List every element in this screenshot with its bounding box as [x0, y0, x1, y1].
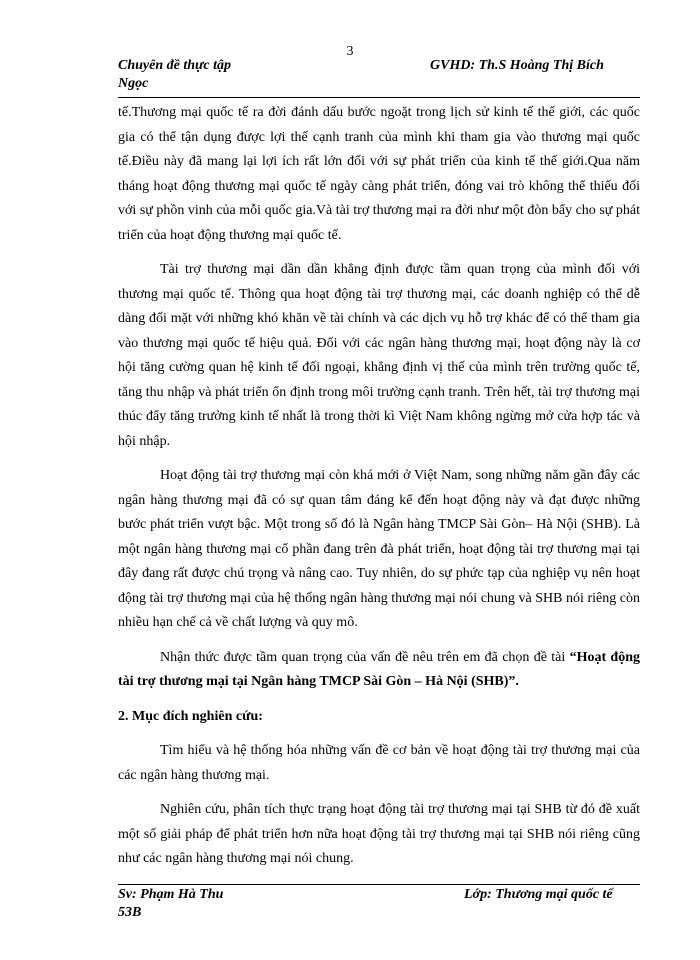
paragraph-vietnam-context: Hoạt động tài trợ thương mại còn khá mới ở Việt Nam, song những năm gần đây các ngân hàng thương mại đã có sự quan tâm đáng kể đến hoạt động này và đạt được những bước phát triển vượt bậc. Một trong số đó là Ngân hàng TMCP Sài Gòn– Hà Nội (SHB). Là một ngân hàng thương mại cổ phần đang trên đà phát triển, hoạt động tài trợ thương mại tại đây đang rất được chú trọng và nâng cao. Tuy nhiên, do sự phức tạp của nghiệp vụ nên hoạt động tài trợ thương mại của hệ thống ngân hàng thương mại nói chung và SHB nói riêng còn nhiều hạn chế cả về chất lượng và quy mô. [118, 468, 640, 630]
footer-class: Lớp: Thương mại quốc tế [464, 887, 613, 902]
paragraph-trade-finance-importance: Tài trợ thương mại dần dần khẳng định được tầm quan trọng của mình đối với thương mại quốc tế. Thông qua hoạt động tài trợ thương mại, các doanh nghiệp có thể dễ dàng đối mặt với những khó khăn về tài chính và các dịch vụ hỗ trợ khác để có thể tham gia vào thương mại quốc tế hiệu quả. Đối với các ngân hàng thương mại, hoạt động này là cơ hội tăng cường quan hệ kinh tế đối ngoại, khẳng định vị thế của mình trên trường quốc tế, tăng thu nhập và phát triển ổn định trong môi trường cạnh tranh. Trên hết, tài trợ thương mại thúc đẩy tăng trưởng kinh tế nhất là trong thời kì Việt Nam không ngừng mở cửa hợp tác và hội nhập. [118, 262, 640, 449]
header-divider [118, 97, 640, 98]
topic-intro-text: Nhận thức được tầm quan trọng của vấn đề nêu trên em đã chọn đề tài [160, 649, 570, 665]
page-number: 3 [346, 44, 354, 59]
paragraph-intro-continuation: tế.Thương mại quốc tế ra đời đánh dấu bước ngoặt trong lịch sử kinh tế thế giới, các quốc gia có thể tận dụng được lợi thế cạnh tranh của mình khi tham gia vào thương mại quốc tế.Điều này đã mang lại lợi ích rất lớn đối với sự phát triển của kinh tế thế giới.Qua năm tháng hoạt động thương mại quốc tế ngày càng phát triển, đóng vai trò không thể thiếu đối với sự phồn vinh của mỗi quốc gia.Và tài trợ thương mại ra đời như một đòn bẩy cho sự phát triển của hoạt động thương mại quốc tế. [118, 105, 640, 243]
header-document-type: Chuyên đề thực tập [118, 58, 232, 73]
document-body [118, 101, 640, 882]
topic-title: “Hoạt động tài trợ thương mại tại Ngân hàng TMCP Sài Gòn – Hà Nội (SHB)”. [118, 649, 640, 689]
header-supervisor-continuation: Ngọc [118, 76, 149, 91]
footer-divider [118, 884, 640, 885]
footer-student-continuation: 53B [118, 905, 142, 920]
paragraph-purpose-1: Tìm hiểu và hệ thống hóa những vấn đề cơ bản về hoạt động tài trợ thương mại của các ngân hàng thương mại. [118, 743, 640, 783]
header-supervisor: GVHD: Th.S Hoàng Thị Bích [430, 58, 604, 73]
paragraph-purpose-2: Nghiên cứu, phân tích thực trạng hoạt động tài trợ thương mại tại SHB từ đó đề xuất một số giải pháp để phát triển hơn nữa hoạt động tài trợ thương mại tại SHB nói riêng cũng như các ngân hàng thương mại nói chung. [118, 802, 640, 866]
footer-student: Sv: Phạm Hà Thu [118, 887, 224, 902]
paragraph-topic-choice [118, 646, 640, 695]
section-heading-research-purpose: 2. Mục đích nghiên cứu: [118, 708, 263, 724]
